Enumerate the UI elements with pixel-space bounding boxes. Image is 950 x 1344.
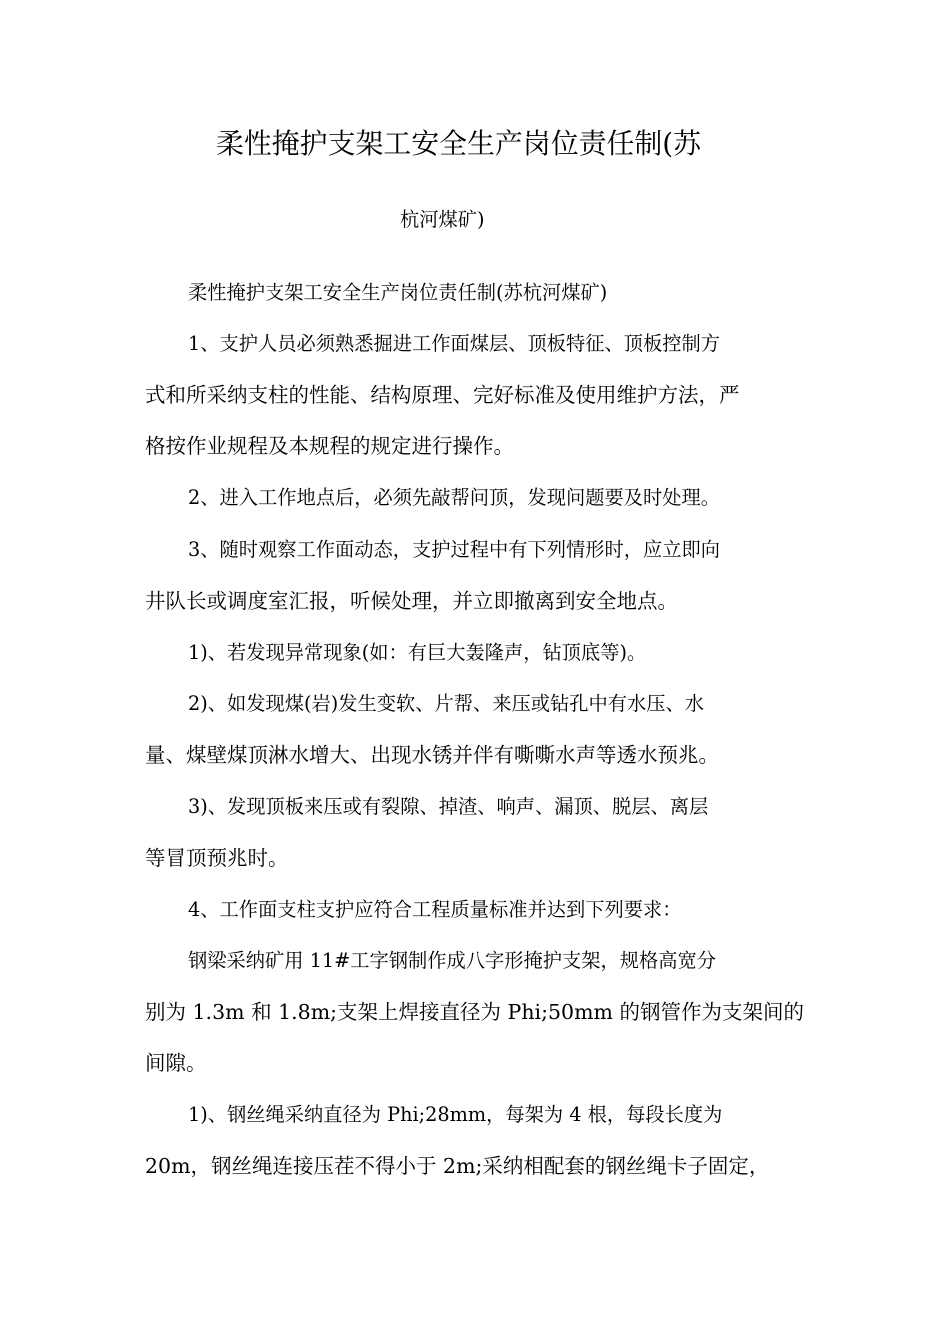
document-title-line-2: 杭河煤矿): [400, 208, 485, 231]
paragraph-line: 钢梁采纳矿用 11#工字钢制作成八字形掩护支架，规格高宽分: [188, 949, 716, 972]
paragraph-line: 式和所采纳支柱的性能、结构原理、完好标准及使用维护方法，严: [145, 383, 740, 407]
paragraph-line: 格按作业规程及本规程的规定进行操作。: [145, 434, 514, 458]
paragraph-line: 量、煤壁煤顶淋水增大、出现水锈并伴有嘶嘶水声等透水预兆。: [145, 743, 719, 767]
paragraph-line: 1)、钢丝绳采纳直径为 Phi;28mm，每架为 4 根，每段长度为: [188, 1103, 723, 1126]
document-title-line-1: 柔性掩护支架工安全生产岗位责任制(苏: [216, 127, 702, 160]
paragraph-line: 4、工作面支柱支护应符合工程质量标准并达到下列要求：: [188, 898, 682, 921]
paragraph-line: 3、随时观察工作面动态，支护过程中有下列情形时，应立即向: [188, 538, 720, 561]
paragraph-line: 1、支护人员必须熟悉掘进工作面煤层、顶板特征、顶板控制方: [188, 332, 720, 355]
paragraph-line: 井队长或调度室汇报，听候处理，并立即撤离到安全地点。: [145, 589, 678, 613]
paragraph-line: 3)、发现顶板来压或有裂隙、掉渣、响声、漏顶、脱层、离层: [188, 795, 709, 818]
paragraph-line: 2、进入工作地点后，必须先敲帮问顶，发现问题要及时处理。: [188, 486, 720, 509]
paragraph-line: 等冒顶预兆时。: [145, 846, 289, 870]
paragraph-line: 间隙。: [145, 1051, 207, 1075]
paragraph-subtitle: 柔性掩护支架工安全生产岗位责任制(苏杭河煤矿): [188, 281, 608, 304]
paragraph-line: 2)、如发现煤(岩)发生变软、片帮、来压或钻孔中有水压、水: [188, 692, 705, 715]
paragraph-line: 别为 1.3m 和 1.8m;支架上焊接直径为 Phi;50mm 的钢管作为支架间的: [145, 1000, 804, 1024]
paragraph-line: 1)、若发现异常现象(如：有巨大轰隆声，钻顶底等)。: [188, 641, 647, 664]
paragraph-line: 20m，钢丝绳连接压茬不得小于 2m;采纳相配套的钢丝绳卡子固定，: [145, 1154, 770, 1178]
